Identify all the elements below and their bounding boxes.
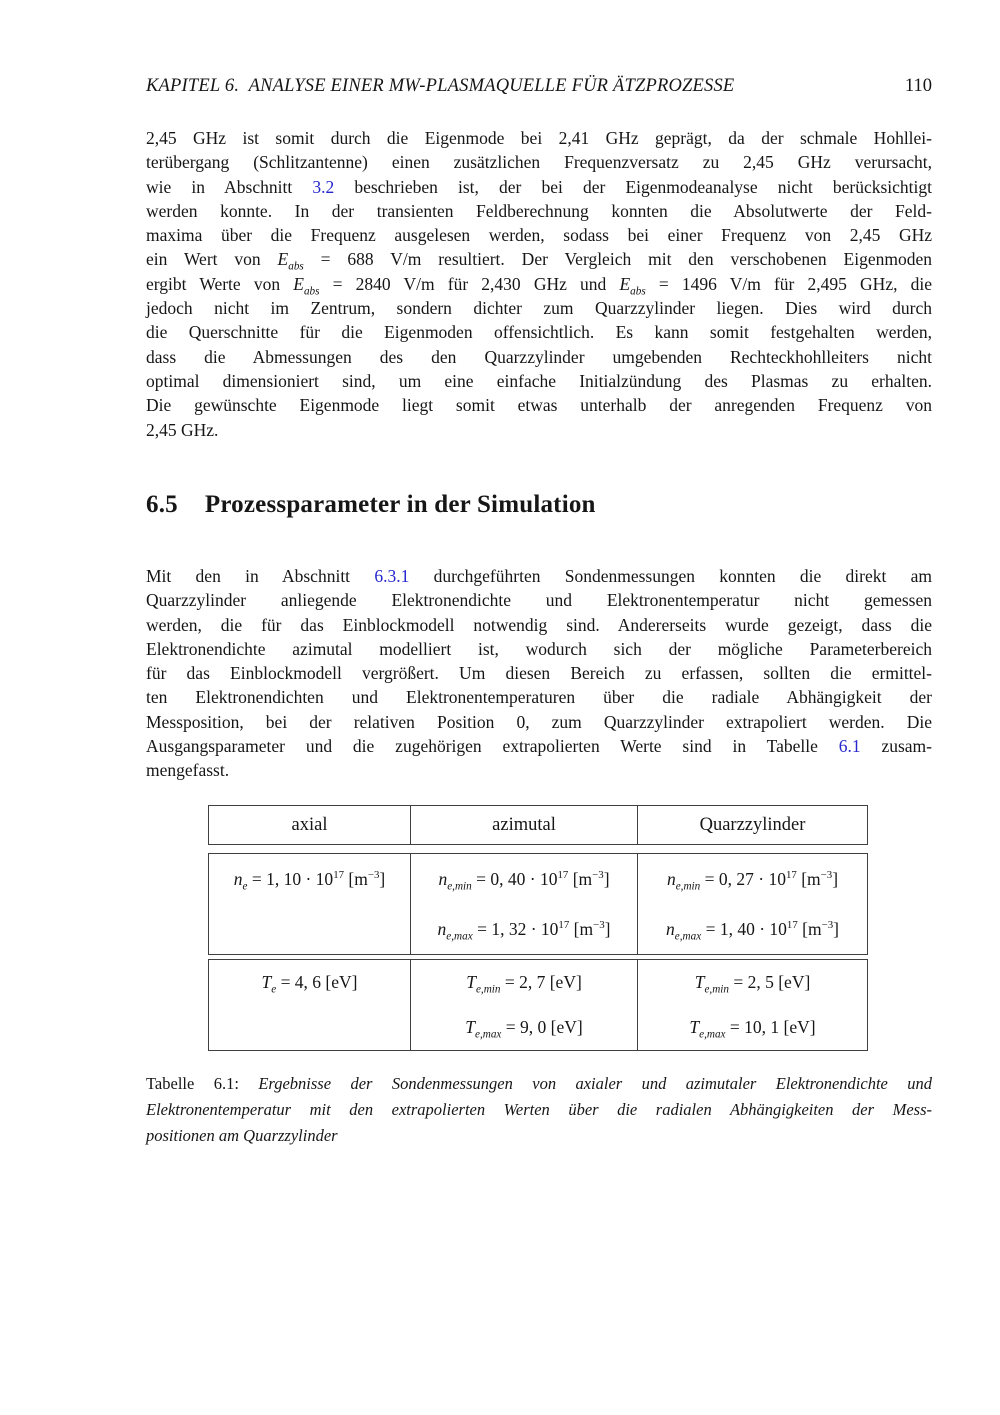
text-line: optimal dimensioniert sind, um eine einfache Initialzündung des Plasmas zu erhalten. bbox=[146, 370, 932, 391]
math-exponent: −3 bbox=[367, 868, 380, 881]
math-variable: T bbox=[689, 1017, 700, 1037]
math-subscript: e,max bbox=[699, 1028, 726, 1041]
math-variable: n bbox=[438, 868, 448, 889]
text-segment: ] bbox=[603, 868, 610, 889]
math-variable: T bbox=[261, 972, 272, 992]
text-segment: = 1496 V/m für 2,495 GHz, die bbox=[645, 273, 932, 294]
math-subscript: e,min bbox=[475, 983, 501, 996]
section-ref-link[interactable]: 6.3.1 bbox=[374, 566, 410, 586]
paragraph-process-parameters bbox=[146, 564, 932, 783]
text-line: Die gewünschte Eigenmode liegt somit etwas unterhalb der anregenden Frequenz von bbox=[146, 395, 932, 416]
math-exponent: −3 bbox=[593, 918, 605, 931]
math-exponent: 17 bbox=[786, 918, 798, 931]
math-variable: T bbox=[694, 972, 705, 992]
text-segment: = 0, 27 · 10 bbox=[700, 868, 786, 889]
page-number: 110 bbox=[904, 76, 932, 96]
running-header bbox=[146, 76, 932, 97]
math-variable: T bbox=[465, 1017, 475, 1037]
text-segment: = 4, 6 [eV] bbox=[276, 972, 358, 992]
text-segment: ] bbox=[833, 918, 839, 939]
text-line bbox=[146, 175, 932, 199]
text-segment: [m bbox=[797, 918, 822, 939]
math-exponent: 17 bbox=[557, 868, 569, 881]
table-cell bbox=[209, 960, 411, 1005]
section-heading bbox=[146, 491, 932, 519]
math-subscript: e,max bbox=[674, 930, 702, 942]
paragraph-eigenmode-analysis bbox=[146, 126, 932, 442]
text-segment: zusam- bbox=[860, 736, 932, 757]
table-cell bbox=[411, 904, 638, 954]
text-segment: beschrieben ist, der bei der Eigenmodeanalyse nicht berücksichtigt bbox=[334, 176, 932, 197]
text-line bbox=[146, 272, 932, 296]
math-subscript: abs bbox=[303, 285, 320, 298]
table-cell bbox=[638, 904, 867, 954]
text-line: mengefasst. bbox=[146, 760, 230, 781]
text-line: Messposition, bei der relativen Position 0, zum Quarzzylinder extrapoliert werden. Die bbox=[146, 711, 932, 732]
math-variable: n bbox=[666, 918, 675, 939]
text-line: Quarzzylinder anliegende Elektronendichte und Elektronentemperatur nicht gemessen bbox=[146, 590, 932, 611]
math-exponent: −3 bbox=[592, 868, 604, 881]
table-cell bbox=[411, 960, 638, 1005]
table-cell-empty bbox=[209, 1005, 411, 1050]
text-line: jedoch nicht im Zentrum, sondern dichter zum Quarzzylinder liegen. Dies wird durch bbox=[146, 298, 932, 319]
section-title: Prozessparameter in der Simulation bbox=[204, 491, 596, 518]
text-line: 2,45 GHz ist somit durch die Eigenmode bei 2,41 GHz geprägt, da der schmale Hohllei- bbox=[146, 128, 932, 148]
math-subscript: abs bbox=[630, 285, 646, 298]
text-segment: = 1, 10 · 10 bbox=[247, 868, 334, 889]
text-segment: = 0, 40 · 10 bbox=[471, 868, 558, 889]
text-segment: Ausgangsparameter und die zugehörigen extrapolierten Werte sind in Tabelle bbox=[146, 736, 839, 757]
math-exponent: 17 bbox=[333, 868, 345, 881]
math-exponent: −3 bbox=[820, 868, 833, 881]
text-line: werden konnte. In der transienten Feldberechnung konnten die Absolutwerte der Feld- bbox=[146, 200, 932, 221]
table-cell bbox=[638, 960, 867, 1005]
text-line bbox=[146, 734, 932, 758]
text-segment: = 2, 7 [eV] bbox=[500, 972, 582, 992]
table-header-axial: axial bbox=[209, 806, 411, 844]
table-cell bbox=[209, 854, 411, 904]
math-subscript: e,min bbox=[447, 880, 472, 892]
text-segment: wie in Abschnitt bbox=[146, 176, 313, 197]
text-segment: [m bbox=[568, 868, 593, 889]
table-ref-link[interactable]: 6.1 bbox=[838, 736, 861, 757]
table-cell bbox=[638, 854, 867, 904]
text-segment: = 9, 0 [eV] bbox=[501, 1017, 583, 1037]
table-cell bbox=[411, 854, 638, 904]
caption-line: positionen am Quarzzylinder bbox=[146, 1126, 338, 1145]
math-subscript: e,max bbox=[475, 1028, 502, 1041]
math-subscript: e,min bbox=[704, 983, 729, 996]
text-line bbox=[146, 247, 932, 271]
text-segment: = 688 V/m resultiert. Der Vergleich mit den verschobenen Eigenmoden bbox=[303, 249, 932, 270]
text-line: maxima über die Frequenz ausgelesen werden, sodass bei einer Frequenz von 2,45 GHz bbox=[146, 225, 932, 246]
text-line: Elektronendichte azimutal modelliert ist, wodurch sich der mögliche Parameterbereich bbox=[146, 638, 932, 659]
math-variable: E bbox=[619, 273, 631, 294]
text-segment: ergibt Werte von bbox=[146, 273, 294, 294]
text-line: ten Elektronendichten und Elektronentemperaturen über die radiale Abhängigkeit der bbox=[146, 687, 932, 708]
text-segment: = 1, 32 · 10 bbox=[472, 918, 559, 939]
table-cell bbox=[638, 1005, 867, 1050]
table-temperature-block bbox=[208, 959, 868, 1051]
text-segment: durchgeführten Sondenmessungen konnten die direkt am bbox=[409, 566, 933, 586]
text-segment: = 2, 5 [eV] bbox=[728, 972, 811, 992]
table-header-quarzzylinder: Quarzzylinder bbox=[699, 814, 806, 835]
text-segment: [m bbox=[569, 918, 594, 939]
text-segment: [m bbox=[796, 868, 821, 889]
chapter-header-title: KAPITEL 6. ANALYSE EINER MW-PLASMAQUELLE FÜR ÄTZPROZESSE bbox=[146, 76, 735, 96]
math-variable: E bbox=[277, 249, 289, 270]
text-segment: ein Wert von bbox=[146, 249, 278, 270]
text-line: 2,45 GHz. bbox=[146, 419, 219, 440]
math-exponent: −3 bbox=[821, 918, 834, 931]
math-variable: E bbox=[293, 273, 304, 294]
table-header-azimutal: azimutal bbox=[411, 806, 638, 844]
text-segment: ] bbox=[379, 868, 386, 889]
math-subscript: e,min bbox=[675, 880, 701, 892]
caption-line: Elektronentemperatur mit den extrapolierten Werten über die radialen Abhängigkeiten der Mess- bbox=[146, 1100, 932, 1119]
text-segment: = 10, 1 [eV] bbox=[725, 1017, 816, 1037]
caption-label: Tabelle 6.1: bbox=[146, 1074, 259, 1093]
text-segment: = 1, 40 · 10 bbox=[701, 918, 787, 939]
math-variable: n bbox=[666, 868, 676, 889]
section-ref-link[interactable]: 3.2 bbox=[312, 176, 335, 197]
math-exponent: 17 bbox=[785, 868, 797, 881]
math-subscript: e,max bbox=[446, 930, 473, 942]
math-variable: n bbox=[437, 918, 447, 939]
math-variable: T bbox=[466, 972, 476, 992]
text-segment: = 2840 V/m für 2,430 GHz und bbox=[319, 273, 620, 294]
text-segment: Mit den in Abschnitt bbox=[146, 566, 375, 586]
caption-line bbox=[146, 1071, 932, 1097]
math-subscript: e bbox=[271, 983, 277, 996]
table-caption bbox=[146, 1071, 932, 1149]
text-line: terübergang (Schlitzantenne) einen zusätzlichen Frequenzversatz zu 2,45 GHz verursacht, bbox=[146, 152, 932, 173]
text-segment: ] bbox=[604, 918, 611, 939]
section-number: 6.5 bbox=[146, 491, 178, 518]
text-line: die Querschnitte für die Eigenmoden offensichtlich. Es kann somit festgehalten werden, bbox=[146, 322, 932, 343]
table-density-block bbox=[208, 853, 868, 955]
table-cell bbox=[411, 1005, 638, 1050]
text-line bbox=[146, 564, 932, 588]
math-subscript: e bbox=[242, 880, 248, 892]
text-line: für das Einblockmodell vergrößert. Um diesen Bereich zu erfassen, sollten die ermittel- bbox=[146, 663, 932, 684]
table-cell-empty bbox=[209, 904, 411, 954]
text-segment: Ergebnisse der Sondenmessungen von axialer und azimutaler Elektronendichte und bbox=[258, 1074, 933, 1093]
math-exponent: 17 bbox=[558, 918, 570, 931]
math-subscript: abs bbox=[288, 260, 304, 273]
text-line: werden, die für das Einblockmodell notwendig sind. Andererseits wurde gezeigt, dass die bbox=[146, 614, 932, 635]
text-segment: [m bbox=[344, 868, 368, 889]
text-line: dass die Abmessungen des den Quarzzylinder umgebenden Rechteckhohlleiters nicht bbox=[146, 346, 932, 367]
text-segment: ] bbox=[832, 868, 839, 889]
table-header-row bbox=[208, 805, 868, 845]
results-table bbox=[208, 805, 868, 1051]
math-variable: n bbox=[233, 868, 243, 889]
